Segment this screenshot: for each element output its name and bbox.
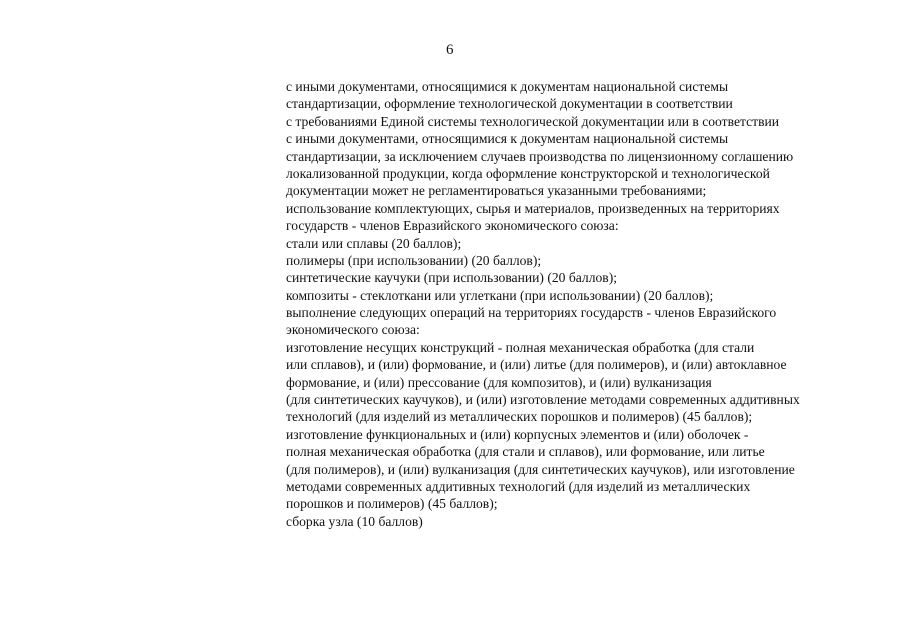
text-line: методами современных аддитивных технологий (для изделий из металлических bbox=[286, 478, 751, 494]
text-line: с иными документами, относящимися к документам национальной системы bbox=[286, 79, 729, 94]
text-line: сборка узла (10 баллов) bbox=[286, 513, 423, 529]
text-line: (для синтетических каучуков), и (или) изготовление методами современных аддитивных bbox=[286, 392, 800, 408]
text-line: синтетические каучуки (при использовании) (20 баллов); bbox=[286, 270, 618, 286]
text-line: изготовление функциональных и (или) корпусных элементов и (или) оболочек - bbox=[286, 426, 749, 442]
text-line: государств - членов Евразийского экономического союза: bbox=[286, 218, 619, 234]
text-line: экономического союза: bbox=[286, 322, 420, 338]
text-line: документации может не регламентироваться указанными требованиями; bbox=[286, 183, 707, 199]
text-line: стандартизации, оформление технологической документации в соответствии bbox=[286, 96, 733, 112]
text-line: полная механическая обработка (для стали и сплавов), или формование, или литье bbox=[286, 444, 765, 460]
document-text bbox=[286, 78, 886, 530]
text-line: стандартизации, за исключением случаев производства по лицензионному соглашению bbox=[286, 148, 794, 164]
text-line: изготовление несущих конструкций - полная механическая обработка (для стали bbox=[286, 339, 755, 355]
text-line: использование комплектующих, сырья и материалов, произведенных на территориях bbox=[286, 200, 780, 216]
text-line: порошков и полимеров) (45 баллов); bbox=[286, 496, 498, 512]
text-line: полимеры (при использовании) (20 баллов); bbox=[286, 252, 542, 268]
text-line: (для полимеров), и (или) вулканизация (для синтетических каучуков), или изготовление bbox=[286, 461, 795, 477]
text-line: выполнение следующих операций на территориях государств - членов Евразийского bbox=[286, 305, 777, 321]
text-line: локализованной продукции, когда оформление конструкторской и технологической bbox=[286, 165, 770, 181]
text-line: или сплавов), и (или) формование, и (или) литье (для полимеров), и (или) автоклавное bbox=[286, 357, 787, 373]
text-line: стали или сплавы (20 баллов); bbox=[286, 235, 462, 251]
text-line: технологий (для изделий из металлических порошков и полимеров) (45 баллов); bbox=[286, 409, 753, 425]
page-number: 6 bbox=[446, 42, 454, 58]
text-line: с иными документами, относящимися к документам национальной системы bbox=[286, 131, 729, 147]
text-line: формование, и (или) прессование (для композитов), и (или) вулканизация bbox=[286, 374, 712, 390]
text-line: с требованиями Единой системы технологической документации или в соответствии bbox=[286, 113, 780, 129]
text-line: композиты - стеклоткани или углеткани (при использовании) (20 баллов); bbox=[286, 287, 714, 303]
